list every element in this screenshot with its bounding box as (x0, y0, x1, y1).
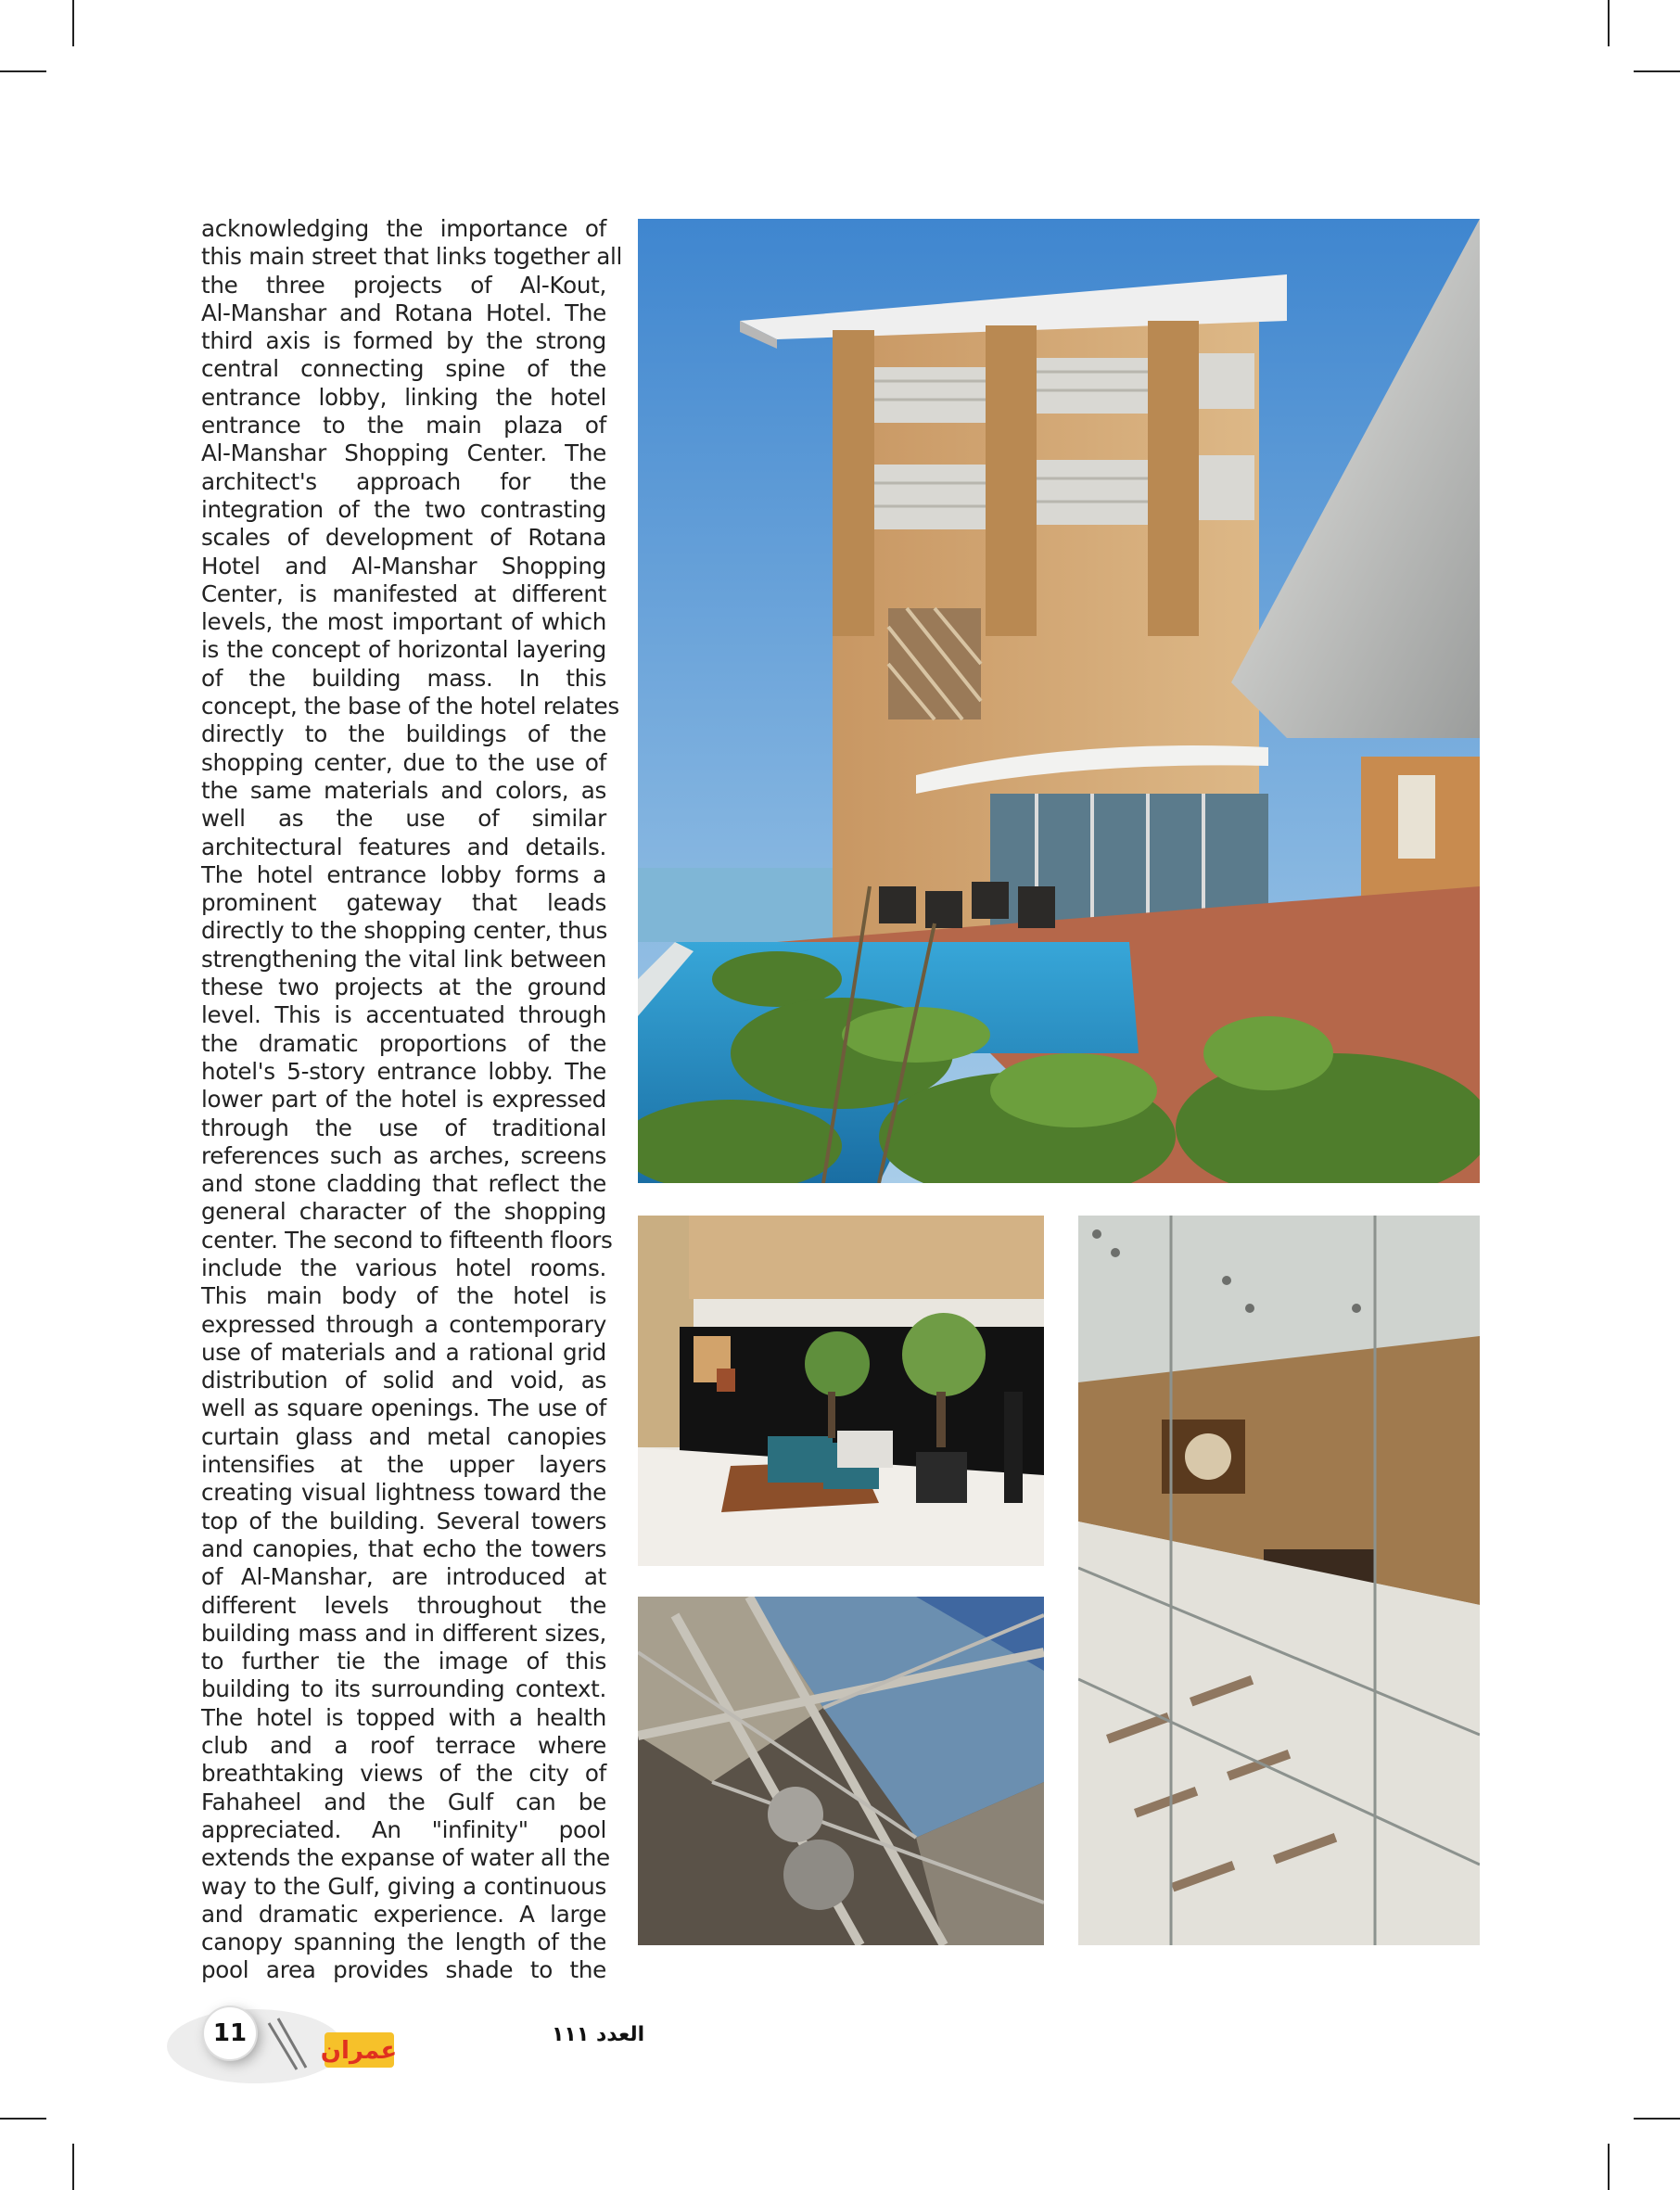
article-line: building mass and in different sizes, (201, 1619, 606, 1647)
article-line: breathtaking views of the city of (201, 1760, 606, 1788)
article-line: acknowledging the importance of (201, 215, 606, 242)
svg-text:عمران: عمران (320, 2037, 398, 2065)
article-line: club and a roof terrace where (201, 1732, 606, 1760)
article-line: references such as arches, screens (201, 1141, 606, 1169)
article-line: way to the Gulf, giving a continuous (201, 1872, 606, 1900)
article-line: building to its surrounding context. (201, 1675, 606, 1703)
crop-mark (0, 2118, 46, 2120)
article-line: these two projects at the ground (201, 974, 606, 1001)
article-line: and canopies, that echo the towers (201, 1534, 606, 1562)
article-line: center. The second to fifteenth floors (201, 1226, 613, 1254)
article-line: general character of the shopping (201, 1198, 606, 1226)
article-line: the same materials and colors, as (201, 776, 606, 804)
crop-mark (1608, 2144, 1610, 2190)
article-line: shopping center, due to the use of (201, 748, 606, 776)
article-line: this main street that links together all (201, 243, 623, 271)
article-line: strengthening the vital link between (201, 945, 606, 973)
article-line: architect's approach for the (201, 467, 606, 495)
article-line: the three projects of Al-Kout, (201, 271, 606, 299)
article-line: concept, the base of the hotel relates (201, 693, 619, 720)
article-line: creating visual lightness toward the (201, 1479, 606, 1507)
crop-mark (1634, 70, 1680, 72)
article-line: directly to the shopping center, thus (201, 917, 608, 945)
article-line: well as the use of similar (201, 805, 606, 833)
crop-mark (1634, 2118, 1680, 2120)
crop-mark (72, 0, 74, 46)
article-line: extends the expanse of water all the (201, 1844, 610, 1872)
article-line: lower part of the hotel is expressed (201, 1086, 606, 1114)
article-line: prominent gateway that leads (201, 889, 606, 917)
steel-roof-photo (638, 1597, 1044, 1945)
article-line: This main body of the hotel is (201, 1282, 606, 1310)
article-line: pool area provides shade to the (201, 1956, 606, 1984)
article-line: distribution of solid and void, as (201, 1367, 606, 1394)
article-line: entrance lobby, linking the hotel (201, 383, 606, 411)
article-line: through the use of traditional (201, 1114, 606, 1141)
article-line: The hotel is topped with a health (201, 1703, 606, 1731)
article-line: use of materials and a rational grid (201, 1338, 606, 1366)
article-line: architectural features and details. (201, 833, 606, 860)
article-body (201, 215, 623, 1985)
article-line: different levels throughout the (201, 1591, 606, 1619)
lobby-interior-photo (638, 1216, 1044, 1566)
article-line: is the concept of horizontal layering (201, 636, 606, 664)
article-line: and dramatic experience. A large (201, 1900, 606, 1928)
article-line: third axis is formed by the strong (201, 327, 606, 355)
article-line: levels, the most important of which (201, 608, 606, 636)
article-line: Center, is manifested at different (201, 579, 606, 607)
crop-mark (72, 2144, 74, 2190)
article-line: Hotel and Al-Manshar Shopping (201, 552, 606, 579)
article-line: well as square openings. The use of (201, 1394, 606, 1422)
article-line: top of the building. Several towers (201, 1507, 606, 1534)
issue-number: العدد ١١١ (552, 2023, 645, 2046)
article-line: expressed through a contemporary (201, 1310, 606, 1338)
crop-mark (1608, 0, 1610, 46)
page-number: 11 (204, 2007, 256, 2059)
article-line: appreciated. An "infinity" pool (201, 1815, 606, 1843)
article-line: integration of the two contrasting (201, 495, 606, 523)
article-line: directly to the buildings of the (201, 720, 606, 748)
article-line: Al-Manshar and Rotana Hotel. The (201, 299, 606, 326)
article-line: intensifies at the upper layers (201, 1451, 606, 1479)
crop-mark (0, 70, 46, 72)
article-line: level. This is accentuated through (201, 1001, 606, 1029)
article-line: central connecting spine of the (201, 355, 606, 383)
article-line: of Al-Manshar, are introduced at (201, 1563, 606, 1591)
article-line: Fahaheel and the Gulf can be (201, 1788, 606, 1815)
article-line: include the various hotel rooms. (201, 1254, 606, 1281)
article-line: entrance to the main plaza of (201, 412, 606, 439)
article-line: of the building mass. In this (201, 664, 606, 692)
hotel-exterior-photo (638, 219, 1480, 1183)
article-line: curtain glass and metal canopies (201, 1422, 606, 1450)
article-line: canopy spanning the length of the (201, 1929, 606, 1956)
article-line: hotel's 5-story entrance lobby. The (201, 1057, 606, 1085)
article-line: scales of development of Rotana (201, 524, 606, 552)
article-line: the dramatic proportions of the (201, 1029, 606, 1057)
article-line: Al-Manshar Shopping Center. The (201, 439, 606, 467)
atrium-glass-photo (1078, 1216, 1480, 1945)
article-line: to further tie the image of this (201, 1648, 606, 1675)
article-line: The hotel entrance lobby forms a (201, 860, 606, 888)
article-line: and stone cladding that reflect the (201, 1170, 606, 1198)
